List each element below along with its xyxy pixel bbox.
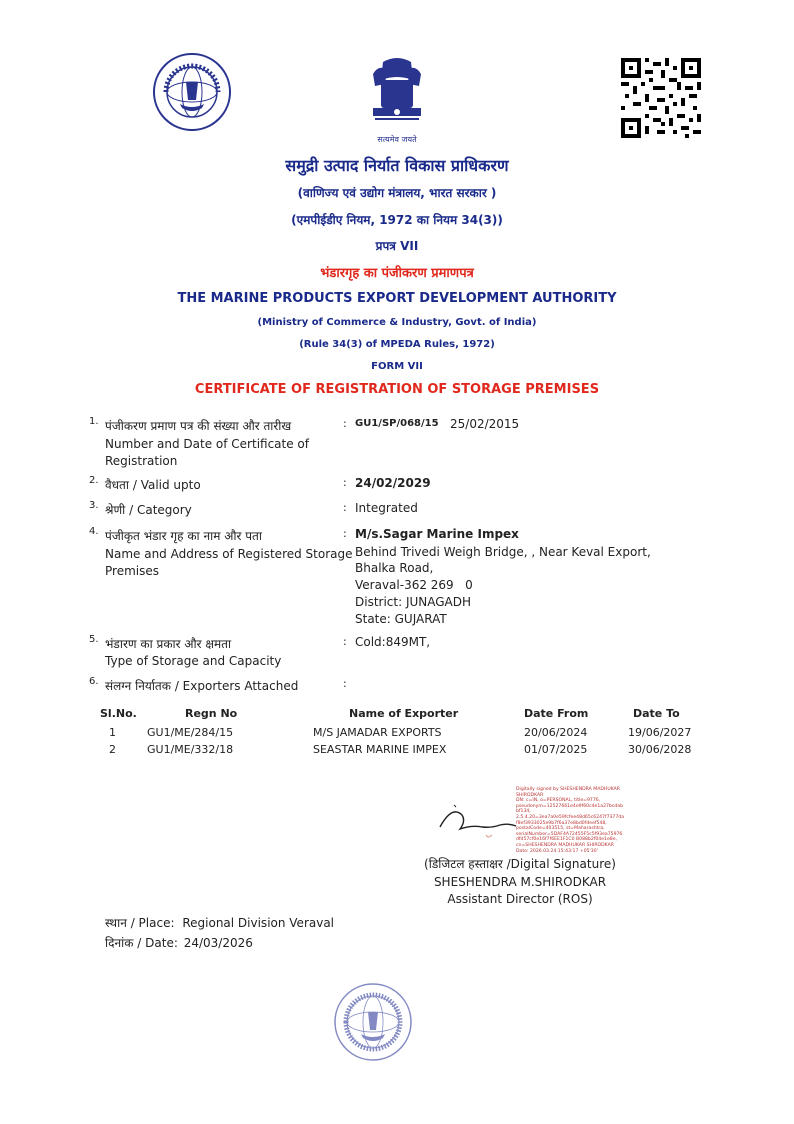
emblem-motto: सत्यमेव जयते bbox=[377, 135, 417, 144]
cell-slno: 2 bbox=[109, 743, 116, 756]
english-form: FORM VII bbox=[371, 361, 423, 372]
hindi-cert-title: भंडारगृह का पंजीकरण प्रमाणपत्र bbox=[320, 266, 474, 281]
cell-date-to: 30/06/2028 bbox=[628, 743, 692, 756]
cell-date-to: 19/06/2027 bbox=[628, 726, 692, 739]
hindi-ministry: (वाणिज्य एवं उद्योग मंत्रालय, भारत सरकार ) bbox=[297, 186, 497, 200]
date-label: / Date: bbox=[137, 936, 178, 950]
table-row bbox=[100, 724, 691, 741]
hindi-form: प्रपत्र VII bbox=[375, 239, 419, 253]
field-label-hindi: पंजीकृत भंडार गृह का नाम और पता bbox=[105, 529, 262, 543]
field-label-hindi: पंजीकरण प्रमाण पत्र की संख्या और तारीख bbox=[105, 419, 292, 433]
field-label: संलग्न निर्यातक / Exporters Attached bbox=[105, 679, 299, 693]
address-line: Behind Trivedi Weigh Bridge, , Near Keval Export, bbox=[355, 545, 651, 559]
hindi-rule: (एमपीईडीए नियम, 1972 का नियम 34(3)) bbox=[291, 213, 503, 227]
field-number: 2. bbox=[89, 475, 99, 486]
field-colon: : bbox=[343, 501, 347, 514]
table-row bbox=[100, 741, 691, 758]
valid-upto-value: 24/02/2029 bbox=[355, 476, 431, 490]
english-cert-title: CERTIFICATE OF REGISTRATION OF STORAGE PREMISES bbox=[194, 382, 600, 397]
storage-capacity-value: Cold:849MT, bbox=[355, 635, 431, 649]
signatory-name: SHESHENDRA M.SHIRODKAR bbox=[433, 875, 607, 889]
cell-regn-no: GU1/ME/284/15 bbox=[147, 726, 234, 739]
date-value: 24/03/2026 bbox=[183, 936, 253, 950]
field-colon: : bbox=[343, 635, 347, 648]
col-header-date-to: Date To bbox=[633, 707, 680, 720]
field-label-english: Type of Storage and Capacity bbox=[105, 654, 282, 668]
field-colon: : bbox=[343, 476, 347, 489]
digital-signature-details: Digitally signed by SHESHENDRA MADHUKAR SHIRODKAR DN: c=IN, o=PERSONAL, title=9776, pseudonym=12527661e4e9f60c4e1a27bcdab bf134, 2.5.4.20=3ea7a0e59fcfee48d65c6247f7377da f8ef3933025e9b7f6a37e8bd0fdeef548, postalCode=403515, st=Maharashtra, serialNumber=5DAF4A72455F5c5f93ea75976 dfd57cf0e16f7f6EE1F1C0 B088b2f04e1e8e, cn=SHESHENDRA MADHUKAR SHIRODKAR Date: 2026.03.24 15:43:17 +05'30' bbox=[516, 787, 625, 854]
english-ministry: (Ministry of Commerce & Industry, Govt. of India) bbox=[257, 317, 537, 328]
field-label-english: Registration bbox=[105, 454, 178, 468]
place-label-hindi: स्थान bbox=[105, 916, 127, 930]
col-header-slno: Sl.No. bbox=[100, 707, 137, 720]
field-colon: : bbox=[343, 527, 347, 540]
english-org-name: THE MARINE PRODUCTS EXPORT DEVELOPMENT AUTHORITY bbox=[177, 291, 617, 306]
field-number: 5. bbox=[89, 634, 99, 645]
cell-date-from: 20/06/2024 bbox=[524, 726, 588, 739]
address-line: Veraval-362 269 0 bbox=[355, 578, 473, 592]
english-rule: (Rule 34(3) of MPEDA Rules, 1972) bbox=[299, 339, 495, 350]
address-state: State: GUJARAT bbox=[355, 612, 447, 626]
field-number: 3. bbox=[89, 500, 99, 511]
field-colon: : bbox=[343, 677, 347, 690]
table-header-row bbox=[100, 706, 691, 724]
field-label-english: Premises bbox=[105, 564, 159, 578]
digital-signature-label: (डिजिटल हस्ताक्षर /Digital Signature) bbox=[424, 857, 616, 871]
col-header-regn-no: Regn No bbox=[185, 707, 238, 720]
address-line: Bhalka Road, bbox=[355, 561, 434, 575]
cert-date: 25/02/2015 bbox=[450, 417, 520, 431]
handwritten-signature bbox=[432, 795, 522, 840]
signatory-designation: Assistant Director (ROS) bbox=[447, 892, 593, 906]
place-value: Regional Division Veraval bbox=[182, 916, 335, 930]
field-number: 1. bbox=[89, 416, 99, 427]
cell-slno: 1 bbox=[109, 726, 116, 739]
col-header-exporter-name: Name of Exporter bbox=[349, 707, 459, 720]
field-number: 6. bbox=[89, 676, 99, 687]
date-line bbox=[105, 934, 253, 952]
cell-regn-no: GU1/ME/332/18 bbox=[147, 743, 234, 756]
premises-name: M/s.Sagar Marine Impex bbox=[355, 527, 519, 541]
qr-code bbox=[621, 58, 701, 138]
field-label-hindi: भंडारण का प्रकार और क्षमता bbox=[105, 637, 232, 651]
field-number: 4. bbox=[89, 526, 99, 537]
national-emblem bbox=[353, 54, 441, 138]
cell-exporter-name: SEASTAR MARINE IMPEX bbox=[313, 743, 447, 756]
cell-exporter-name: M/S JAMADAR EXPORTS bbox=[313, 726, 442, 739]
field-label: श्रेणी / Category bbox=[105, 503, 192, 517]
field-label: वैधता / Valid upto bbox=[105, 478, 201, 492]
category-value: Integrated bbox=[355, 501, 418, 515]
field-label-english: Name and Address of Registered Storage bbox=[105, 547, 353, 561]
date-label-hindi: दिनांक bbox=[105, 936, 134, 950]
place-line bbox=[105, 914, 334, 932]
hindi-org-name: समुद्री उत्पाद निर्यात विकास प्राधिकरण bbox=[285, 156, 509, 175]
address-district: District: JUNAGADH bbox=[355, 595, 472, 609]
col-header-date-from: Date From bbox=[524, 707, 589, 720]
cell-date-from: 01/07/2025 bbox=[524, 743, 588, 756]
cert-number: GU1/SP/068/15 bbox=[355, 418, 439, 429]
exporters-table bbox=[100, 706, 691, 758]
field-colon: : bbox=[343, 417, 347, 430]
place-label: / Place: bbox=[130, 916, 175, 930]
field-label-english: Number and Date of Certificate of bbox=[105, 437, 309, 451]
mpeda-logo bbox=[152, 52, 232, 132]
mpeda-seal-footer bbox=[333, 982, 413, 1062]
